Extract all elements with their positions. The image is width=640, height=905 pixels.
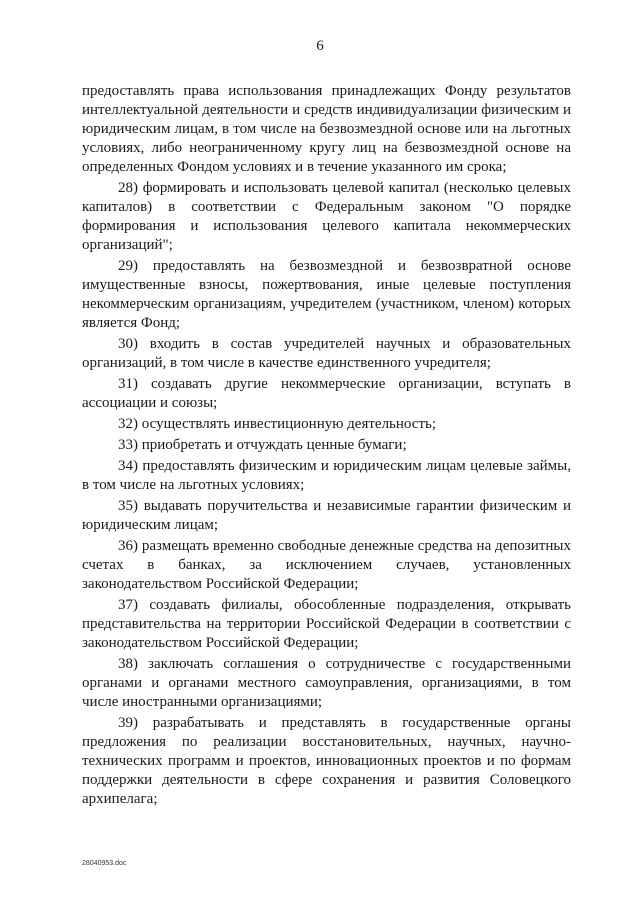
list-item-30: 30) входить в состав учредителей научных и образовательных организаций, в том числе в качестве единственного учредителя; xyxy=(82,336,571,371)
document-body xyxy=(82,82,571,811)
list-item-39: 39) разрабатывать и представлять в государственные органы предложения по реализации восстановительных, научных, научно-технических программ и проектов, инновационных проектов и по формам поддержки деятельности в сфере сохранения и развития Соловецкого архипелага; xyxy=(82,715,571,807)
list-item-36: 36) размещать временно свободные денежные средства на депозитных счетах в банках, за исключением случаев, установленных законодательством Российской Федерации; xyxy=(82,538,571,592)
list-item-35: 35) выдавать поручительства и независимые гарантии физическим и юридическим лицам; xyxy=(82,498,571,533)
list-item-37: 37) создавать филиалы, обособленные подразделения, открывать представительства на территории Российской Федерации в соответствии с законодательством Российской Федерации; xyxy=(82,597,571,651)
list-item-34: 34) предоставлять физическим и юридическим лицам целевые займы, в том числе на льготных условиях; xyxy=(82,458,571,493)
list-item-33: 33) приобретать и отчуждать ценные бумаги; xyxy=(118,437,407,453)
list-item-38: 38) заключать соглашения о сотрудничестве с государственными органами и органами местного самоуправления, организациями, в том числе иностранными организациями; xyxy=(82,656,571,710)
page-number: 6 xyxy=(316,38,324,54)
list-item-28: 28) формировать и использовать целевой капитал (несколько целевых капиталов) в соответствии с Федеральным законом "О порядке формирования и использования целевого капитала некоммерческих организаций"; xyxy=(82,180,571,253)
list-item-29: 29) предоставлять на безвозмездной и безвозвратной основе имущественные взносы, пожертвования, иные целевые поступления некоммерческим организациям, учредителем (участником, членом) которых является Фонд; xyxy=(82,258,571,331)
list-item-32: 32) осуществлять инвестиционную деятельность; xyxy=(118,416,437,432)
paragraph-continuation: предоставлять права использования принадлежащих Фонду результатов интеллектуальной деятельности и средств индивидуализации физическим и юридическим лицам, в том числе на безвозмездной основе или на льготных условиях, либо неограниченному кругу лиц на безвозмездной основе на определенных Фондом условиях и в течение указанного им срока; xyxy=(82,83,571,175)
document-file-code: 28040953.doc xyxy=(82,860,127,867)
list-item-31: 31) создавать другие некоммерческие организации, вступать в ассоциации и союзы; xyxy=(82,376,571,411)
